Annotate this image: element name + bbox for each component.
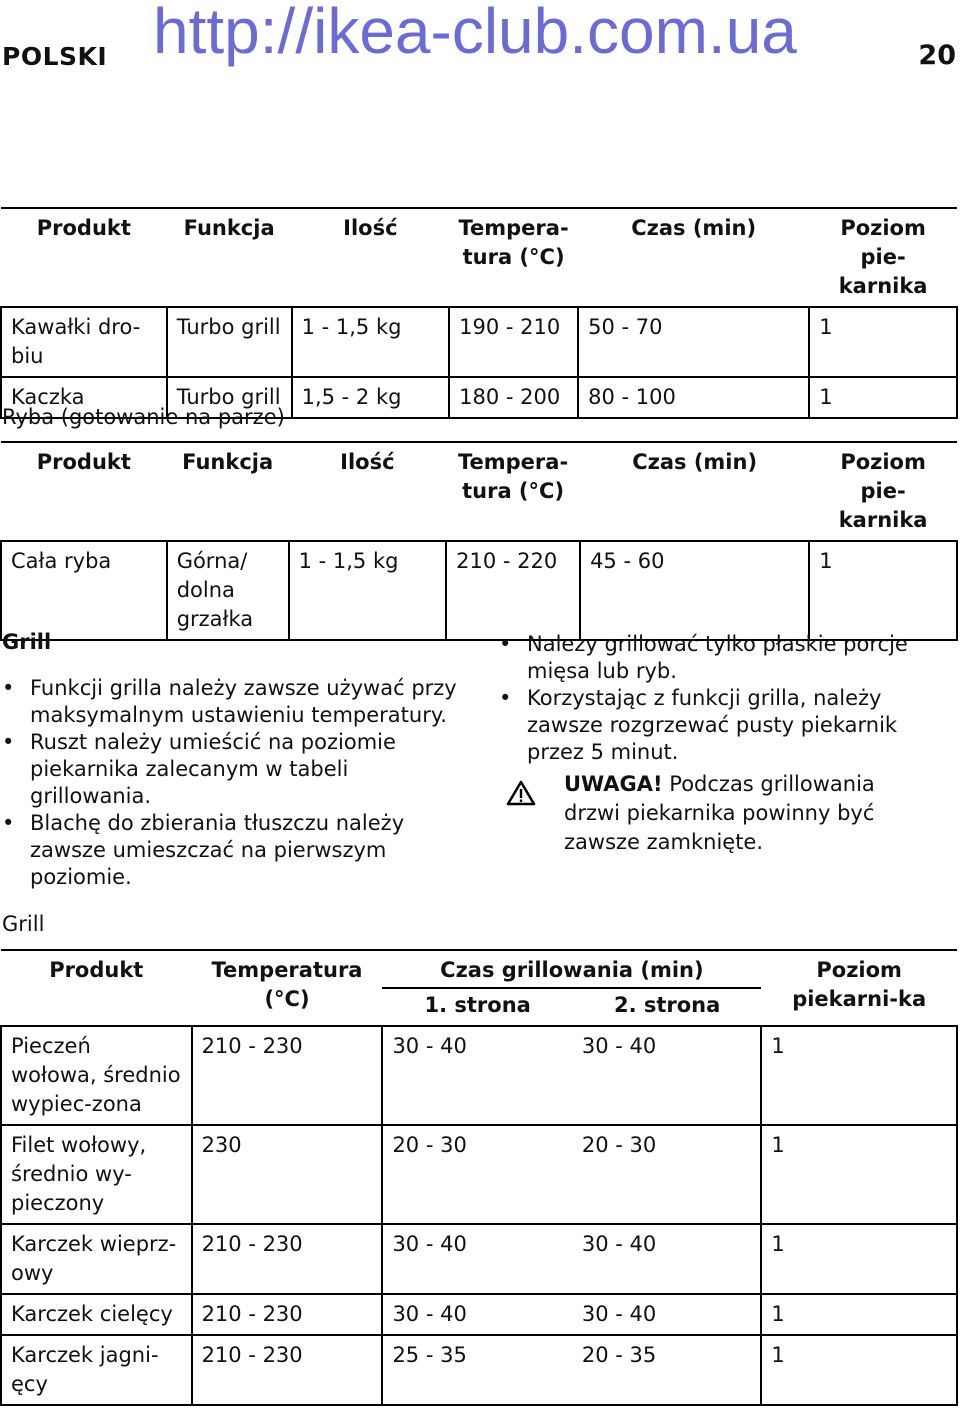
table-cell: 30 - 40: [573, 1224, 761, 1294]
table-cell: Cała ryba: [1, 541, 167, 640]
table-cell: 210 - 220: [446, 541, 580, 640]
section-title-fish: Ryba (gotowanie na parze): [2, 405, 285, 429]
table-cell: 25 - 35: [382, 1335, 572, 1405]
header-cell: Ilość: [292, 208, 450, 307]
site-url[interactable]: http://ikea-club.com.ua: [153, 0, 797, 67]
table-row: [1, 1294, 957, 1335]
table-cell: 1 - 1,5 kg: [289, 541, 447, 640]
list-item: • Należy grillować tylko płaskie porcje mięsa lub ryb.: [497, 631, 937, 685]
table-cell: Turbo grill: [167, 377, 292, 418]
header-cell: Czas grillowania (min): [382, 950, 761, 988]
list-item: • Ruszt należy umieścić na poziomie piekarnika zalecanym w tabeli grillowania.: [0, 729, 470, 810]
table-cell: Turbo grill: [167, 307, 292, 377]
grill-table: [0, 949, 958, 1406]
table-cell: 30 - 40: [382, 1224, 572, 1294]
header-cell: 1. strona: [424, 993, 531, 1017]
warning-text: Podczas grillowania drzwi piekarnika powinny być zawsze zamknięte.: [564, 772, 875, 854]
header-cell: Tempera-tura (°C): [446, 442, 580, 541]
language-label: POLSKI: [2, 42, 108, 71]
table-row: [1, 541, 957, 640]
table-cell: 1: [761, 1026, 957, 1125]
poultry-table: [0, 207, 958, 419]
header-cell: Produkt: [1, 950, 192, 1026]
table-cell: 180 - 200: [449, 377, 578, 418]
table-cell: 80 - 100: [578, 377, 809, 418]
table-cell: 190 - 210: [449, 307, 578, 377]
table-cell: 210 - 230: [192, 1026, 383, 1125]
table-cell: 210 - 230: [192, 1335, 383, 1405]
table-cell: Pieczeń wołowa, średnio wypiec-zona: [1, 1026, 192, 1125]
header-cell: 2. strona: [613, 993, 721, 1017]
table-cell: 30 - 40: [573, 1026, 761, 1125]
table-cell: 1 - 1,5 kg: [292, 307, 450, 377]
table-cell: 1,5 - 2 kg: [292, 377, 450, 418]
table-cell: 20 - 30: [382, 1125, 572, 1224]
table-cell: 1: [809, 307, 957, 377]
header-cell: Poziom piekarni-ka: [761, 950, 957, 1026]
table-cell: 210 - 230: [192, 1224, 383, 1294]
table-cell: Kawałki dro-biu: [1, 307, 167, 377]
table-cell: 30 - 40: [382, 1294, 572, 1335]
table-cell: Karczek cielęcy: [1, 1294, 192, 1335]
table-cell: 50 - 70: [578, 307, 809, 377]
header-cell: Czas (min): [578, 208, 809, 307]
header-cell: Temperatura (°C): [192, 950, 383, 1026]
header-cell: Tempera-tura (°C): [449, 208, 578, 307]
table-cell: 20 - 30: [573, 1125, 761, 1224]
section-title-grill: Grill: [2, 912, 45, 936]
table-cell: Filet wołowy, średnio wy-pieczony: [1, 1125, 192, 1224]
page-number: 20: [918, 40, 956, 71]
table-cell: 30 - 40: [382, 1026, 572, 1125]
grill-section-title: Grill: [2, 630, 52, 654]
list-item: • Korzystając z funkcji grilla, należy zawsze rozgrzewać pusty piekarnik przez 5 minut.: [497, 685, 937, 766]
table-cell: 1: [809, 541, 957, 640]
table-cell: 20 - 35: [573, 1335, 761, 1405]
table-cell: Górna/ dolna grzałka: [167, 541, 289, 640]
table-cell: 1: [761, 1335, 957, 1405]
table-cell: 210 - 230: [192, 1294, 383, 1335]
table-header-row: [1, 950, 957, 988]
table-cell: 45 - 60: [580, 541, 809, 640]
table-row: [1, 1125, 957, 1224]
header-cell: Produkt: [1, 442, 167, 541]
grill-bullets-left: [0, 675, 470, 891]
header-cell: Poziom pie-karnika: [809, 208, 957, 307]
list-item: • Blachę do zbierania tłuszczu należy zawsze umieszczać na pierwszym poziomie.: [0, 810, 470, 891]
header-cell: Poziom pie-karnika: [809, 442, 957, 541]
header-cell: Czas (min): [580, 442, 809, 541]
table-header-row: [1, 442, 957, 541]
table-cell: Karczek wieprz-owy: [1, 1224, 192, 1294]
table-cell: 1: [761, 1224, 957, 1294]
header-cell: Funkcja: [167, 442, 289, 541]
table-header-row: [1, 208, 957, 307]
fish-table: [0, 441, 958, 641]
table-row: [1, 307, 957, 377]
table-row: [1, 1335, 957, 1405]
warning-note: [564, 770, 904, 857]
grill-bullets-right: [497, 631, 937, 766]
table-cell: 1: [761, 1294, 957, 1335]
table-cell: 30 - 40: [573, 1294, 761, 1335]
header-cell: Funkcja: [167, 208, 292, 307]
warning-label: UWAGA!: [564, 772, 663, 796]
warning-triangle-icon: [506, 780, 536, 806]
table-row: [1, 1224, 957, 1294]
table-cell: 1: [809, 377, 957, 418]
list-item: • Funkcji grilla należy zawsze używać przy maksymalnym ustawieniu temperatury.: [0, 675, 470, 729]
table-cell: 230: [192, 1125, 383, 1224]
table-row: [1, 1026, 957, 1125]
header-cell: Produkt: [1, 208, 167, 307]
header-cell: Ilość: [289, 442, 447, 541]
table-cell: Kaczka: [1, 377, 167, 418]
table-cell: 1: [761, 1125, 957, 1224]
table-cell: Karczek jagni-ęcy: [1, 1335, 192, 1405]
